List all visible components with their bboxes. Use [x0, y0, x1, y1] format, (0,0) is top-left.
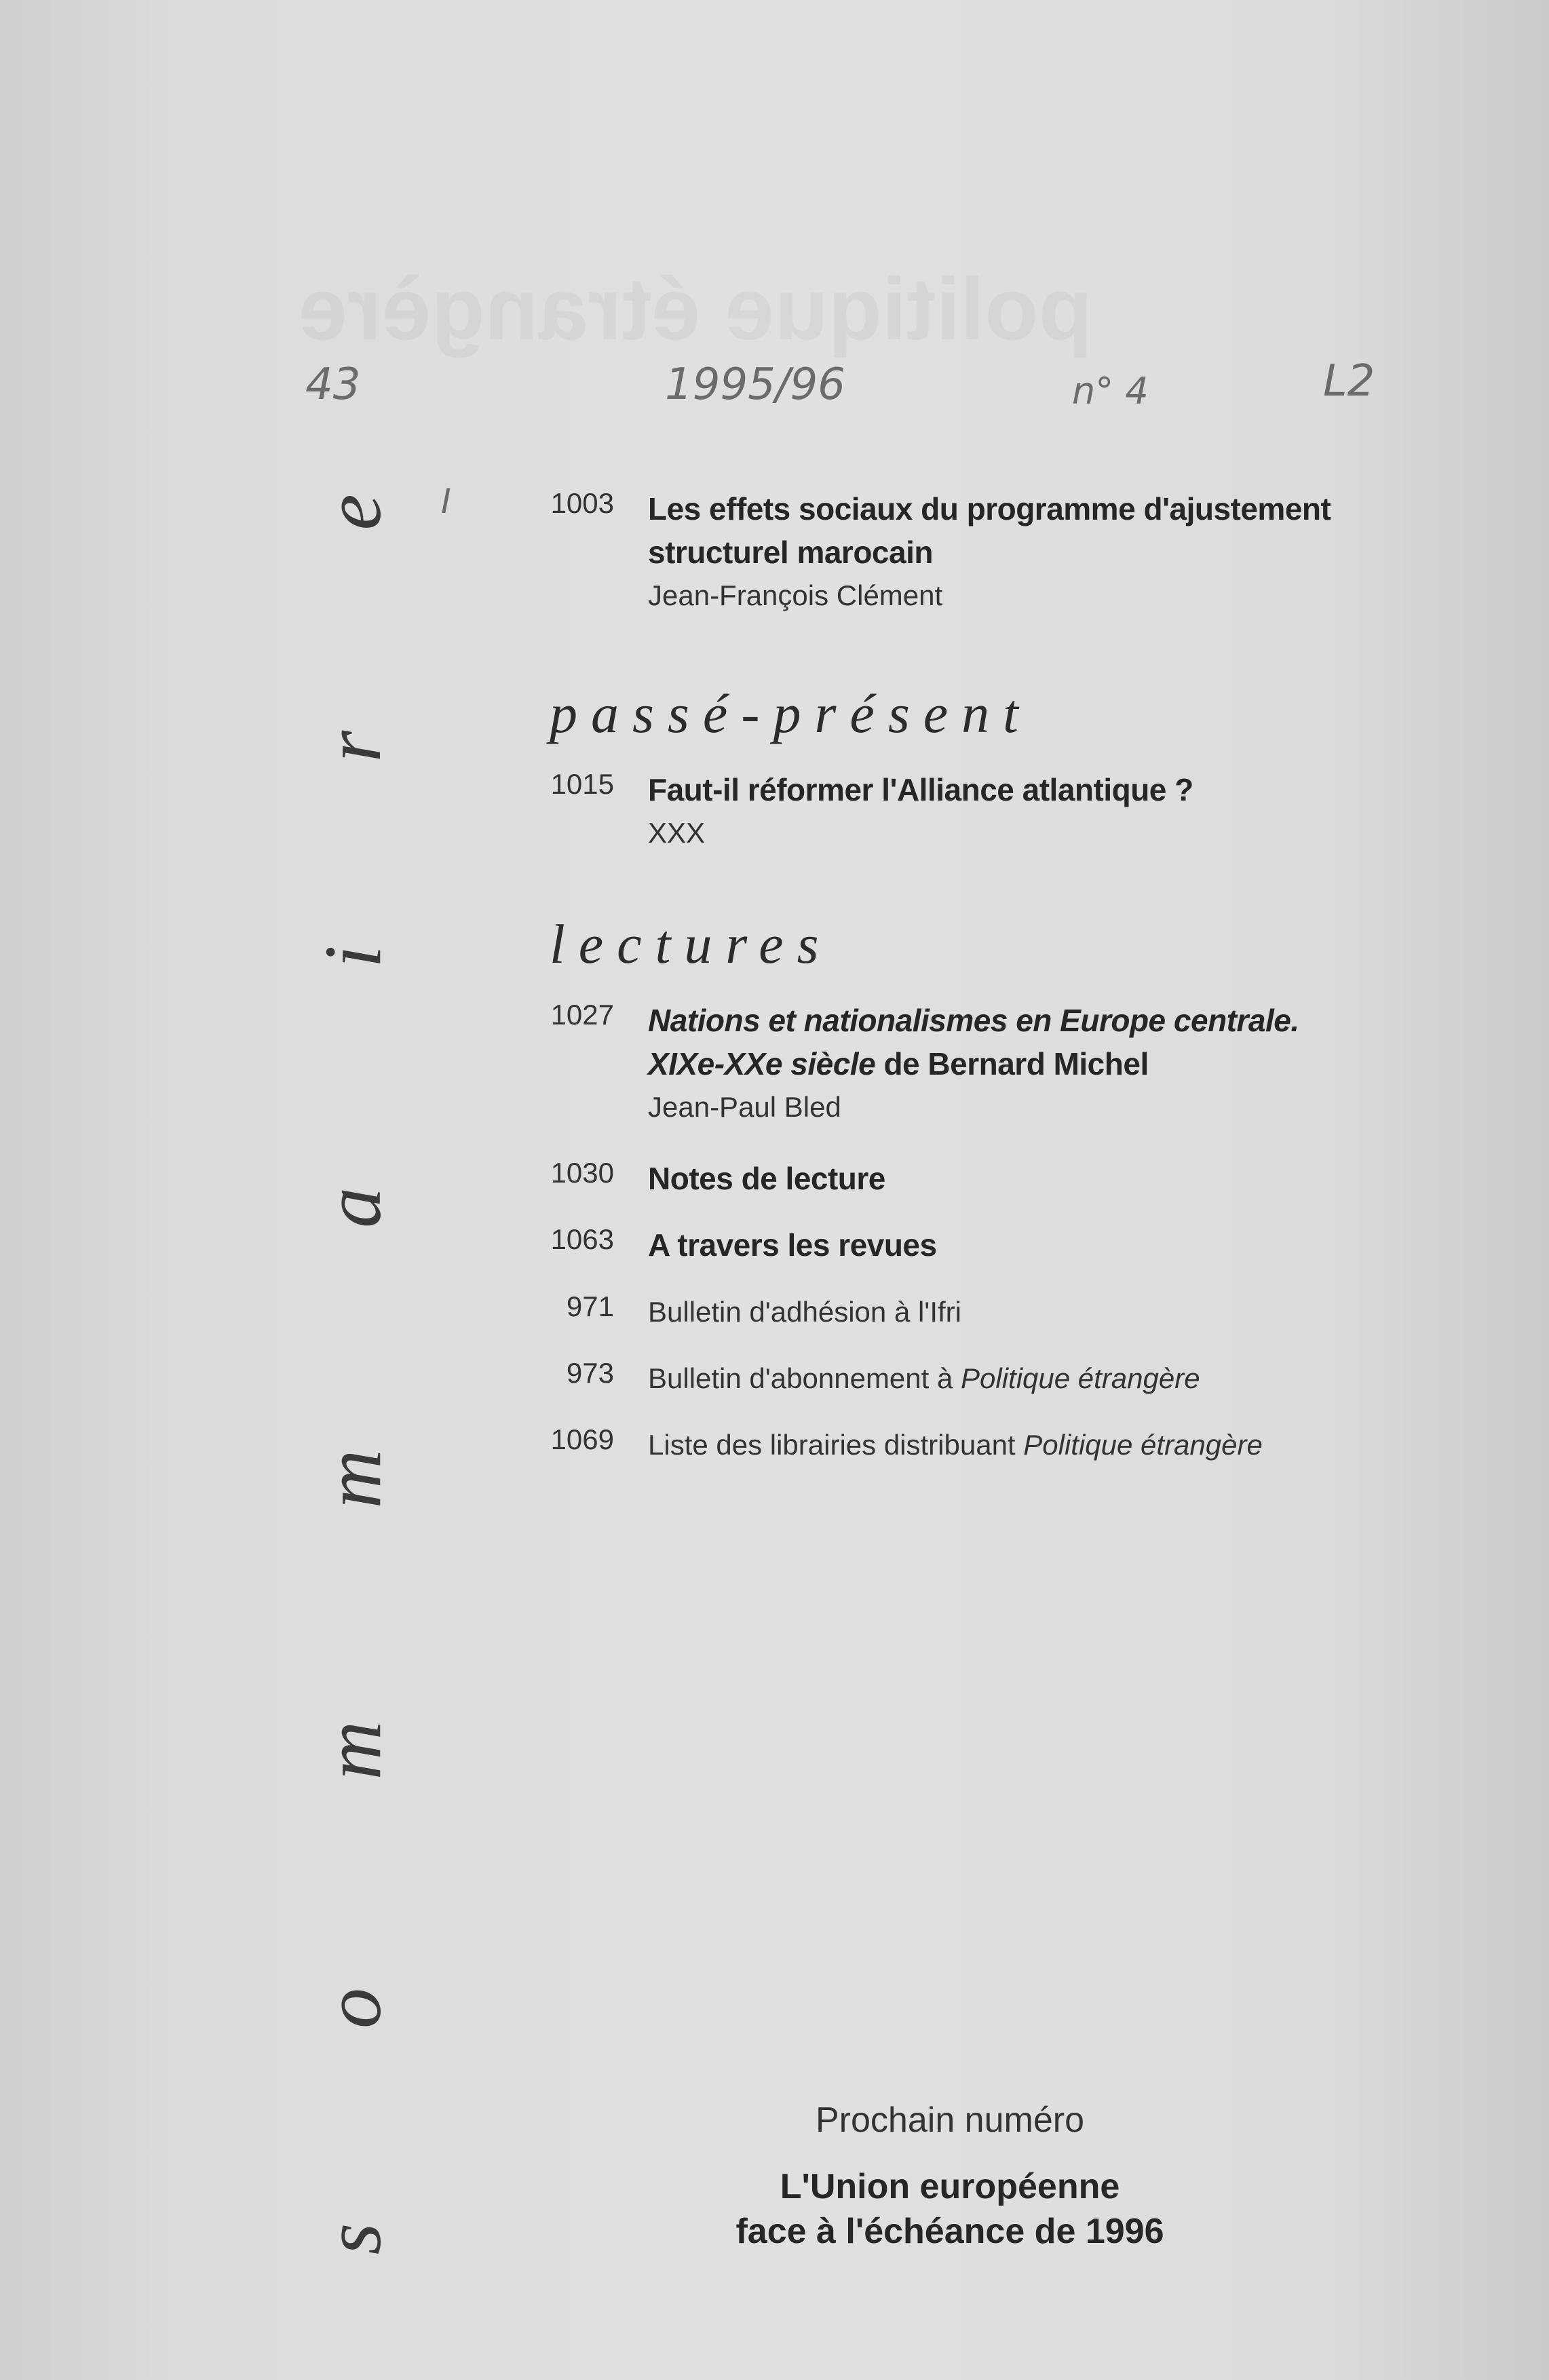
entry-text: [648, 1357, 1394, 1400]
page-number: 1069: [550, 1423, 614, 1455]
handwritten-note-43: 43: [305, 360, 361, 410]
handwritten-note-l2: L2: [1323, 356, 1375, 406]
vertical-letter-m2: m: [307, 1721, 398, 1780]
entry-title-line: Nations et nationalismes en Europe centrale.: [648, 1003, 1299, 1038]
entry-text-plain: Bulletin d'abonnement à: [648, 1362, 961, 1394]
entry-text: [648, 1423, 1394, 1467]
page-number: 973: [566, 1357, 614, 1389]
entry-title-line: structurel marocain: [648, 535, 933, 570]
entry-text-plain: Liste des librairies distribuant: [648, 1429, 1024, 1461]
next-issue-label: Prochain numéro: [816, 2100, 1084, 2140]
entry-author: XXX: [648, 817, 706, 849]
page-number: 1027: [550, 999, 614, 1031]
show-through-text: politique étrangère: [299, 259, 1093, 358]
entry-text-italic: Politique étrangère: [1023, 1429, 1263, 1461]
handwritten-note-year: 1995/96: [665, 360, 845, 410]
entry-title-line: Les effets sociaux du programme d'ajustement: [648, 491, 1331, 526]
vertical-letter-i: i: [307, 945, 398, 968]
handwritten-note-roman: I: [441, 482, 451, 521]
vertical-letter-s: s: [307, 2223, 398, 2255]
section-title-passe-present: passé-présent: [550, 683, 1032, 744]
handwritten-note-number: n° 4: [1072, 370, 1149, 412]
entry-author: Jean-Paul Bled: [648, 1091, 841, 1123]
section-title-lectures: lectures: [550, 913, 833, 975]
vertical-letter-a: a: [307, 1187, 398, 1228]
entry-title: Faut-il réformer l'Alliance atlantique ?: [648, 772, 1193, 807]
entry-text: Bulletin d'adhésion à l'Ifri: [648, 1296, 961, 1328]
vertical-letter-o: o: [307, 1988, 398, 2029]
page-number: 1063: [550, 1223, 614, 1255]
entry-title-line: [648, 1042, 1394, 1086]
next-issue-title-line: face à l'échéance de 1996: [735, 2212, 1164, 2251]
entry-text-italic: Politique étrangère: [961, 1362, 1200, 1394]
entry-title: A travers les revues: [648, 1227, 937, 1263]
entry-title-rest: de Bernard Michel: [875, 1046, 1149, 1081]
page-number: 1015: [550, 768, 614, 800]
entry-title-italic: XIXe-XXe siècle: [648, 1046, 876, 1081]
entry-title: Notes de lecture: [648, 1161, 885, 1196]
page-number: 971: [566, 1290, 614, 1322]
page-number: 1003: [550, 487, 614, 519]
next-issue-title: [678, 2164, 1221, 2254]
next-issue-title-line: L'Union européenne: [780, 2167, 1120, 2206]
vertical-letter-r: r: [307, 730, 398, 763]
entry-author: Jean-François Clément: [648, 579, 943, 611]
vertical-letter-e: e: [307, 494, 398, 531]
vertical-letter-m1: m: [307, 1449, 398, 1509]
page-number: 1030: [550, 1157, 614, 1189]
